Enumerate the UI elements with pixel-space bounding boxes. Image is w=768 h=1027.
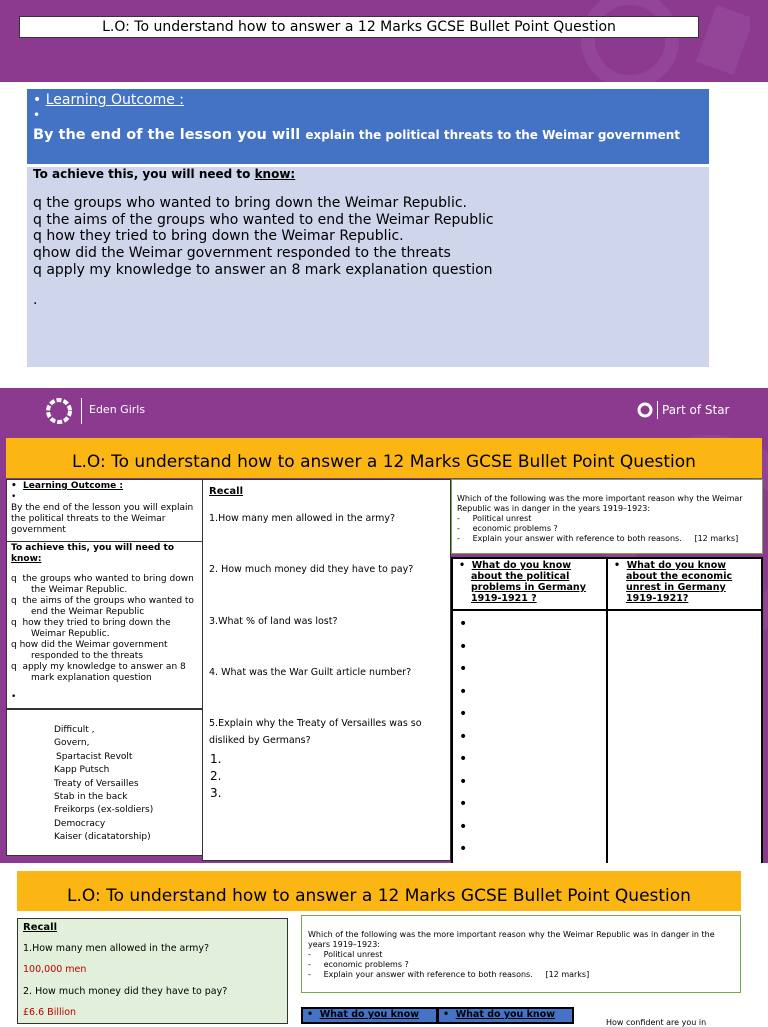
- bullet-point: •: [459, 728, 468, 745]
- achieve-prefix: To achieve this, you will need to: [33, 167, 251, 181]
- exam-option-text: economic problems ?: [323, 960, 409, 969]
- bullet-point: •: [459, 616, 468, 632]
- achieve-heading: [33, 167, 703, 181]
- bullet-point: •: [459, 683, 468, 700]
- achieve-item-text: how did the Weimar government responded to the threats: [41, 245, 451, 262]
- achieve-heading: [11, 543, 198, 565]
- col-political-text: What do you know about the political problems in Germany 1919-1921 ?: [471, 560, 586, 604]
- slide1-title: L.O: To understand how to answer a 12 Marks GCSE Bullet Point Question: [19, 16, 699, 38]
- achieve-item: q the groups who wanted to bring down the Weimar Republic.: [33, 195, 467, 211]
- col-political-row: • What do you know about the political problems in Germany 1919-1921 ?: [459, 560, 586, 604]
- achieve-item: q apply my knowledge to answer an 8 mark explanation question: [11, 662, 186, 683]
- part-of-star: Part of Star: [662, 403, 730, 417]
- slide3-col-b: [437, 1007, 574, 1024]
- lo-label-row: • Learning Outcome :: [11, 481, 123, 491]
- exam-option: - Political unrest: [457, 514, 532, 523]
- keyword: Govern,: [54, 738, 90, 749]
- lesson-text: By the end of the lesson you will explain the political threats to the Weimar government: [11, 503, 194, 535]
- keyword-list: [54, 724, 202, 845]
- exam-option: - Political unrest: [308, 950, 383, 959]
- lo-empty-bullet: •: [33, 108, 41, 122]
- keyword: Difficult ,: [54, 725, 95, 735]
- recall-box: [202, 479, 451, 861]
- numbered-list: [209, 751, 444, 802]
- exam-marks: [12 marks]: [694, 534, 739, 543]
- achieve-trailing-bullet: •: [11, 692, 17, 702]
- learning-outcome-label: Learning Outcome :: [23, 481, 123, 491]
- learning-outcome-label: Learning Outcome :: [45, 92, 185, 108]
- col-a-row: • What do you know: [307, 1009, 419, 1020]
- achieve-item: q how they tried to bring down the Weimar Republic.: [11, 618, 171, 639]
- bullet-point: •: [459, 818, 468, 835]
- learning-outcome-panel: [27, 89, 709, 164]
- col-political-header: [453, 559, 608, 611]
- bullet-point: •: [459, 841, 468, 857]
- slide3-exam-box: [301, 915, 741, 993]
- achieve-item-text: the groups who wanted to bring down the Weimar Republic.: [22, 574, 194, 595]
- exam-option-text: Explain your answer with reference to both reasons.: [323, 970, 533, 979]
- numbered-item: 1.: [210, 752, 222, 766]
- lo-label-row: • Learning Outcome :: [33, 92, 185, 108]
- recall-question: 1.How many men allowed in the army?: [23, 943, 210, 954]
- keyword: Kaiser (dicatatorship): [54, 832, 151, 843]
- keyword: Stab in the back: [54, 792, 128, 803]
- achieve-know: know:: [254, 167, 296, 181]
- slide3-title: L.O: To understand how to answer a 12 Marks GCSE Bullet Point Question: [17, 871, 741, 911]
- exam-options: [457, 514, 756, 544]
- slide2-title: L.O: To understand how to answer a 12 Marks GCSE Bullet Point Question: [6, 438, 762, 478]
- achieve-item-text: the aims of the groups who wanted to end the Weimar Republic: [22, 596, 194, 617]
- recall-question: 2. How much money did they have to pay?: [23, 986, 228, 997]
- achieve-item: qhow did the Weimar government responded to the threats: [33, 245, 451, 262]
- recall-label: [23, 922, 282, 933]
- col-b-row: • What do you know: [443, 1009, 555, 1020]
- lo-empty-bullet: •: [11, 492, 17, 502]
- keyword: Spartacist Revolt: [56, 751, 133, 762]
- exam-options: [308, 950, 734, 980]
- lesson-prefix: By the end of the lesson you will: [33, 127, 301, 143]
- achieve-item-text: how they tried to bring down the Weimar Republic.: [46, 228, 404, 245]
- numbered-item: 2.: [210, 769, 222, 783]
- achieve-item: q the aims of the groups who wanted to end the Weimar Republic: [11, 596, 194, 617]
- bullet-point: •: [459, 706, 468, 722]
- achieve-know: know:: [11, 554, 42, 564]
- recall-label-text: Recall: [209, 486, 244, 497]
- slide2-lo-box: [6, 479, 203, 542]
- achieve-panel: [27, 167, 709, 367]
- col-b-text: What do you know: [455, 1009, 555, 1020]
- keyword: Kapp Putsch: [54, 765, 110, 776]
- keyword-box: [6, 709, 203, 856]
- exam-option: - economic problems ?: [457, 524, 558, 533]
- slide2-achieve-box: [6, 541, 203, 709]
- achieve-item-text: apply my knowledge to answer an 8 mark explanation question: [22, 662, 186, 683]
- achieve-item: q how did the Weimar government responded to the threats: [11, 640, 168, 661]
- bullet-point: •: [459, 751, 468, 767]
- exam-option-text: economic problems ?: [472, 524, 558, 533]
- logo-divider: [81, 398, 82, 424]
- achieve-item-text: the groups who wanted to bring down the Weimar Republic.: [46, 195, 467, 211]
- keyword: Treaty of Versailles: [54, 778, 139, 789]
- achieve-list: [11, 574, 198, 684]
- achieve-item-text: how they tried to bring down the Weimar Republic.: [22, 618, 171, 639]
- exam-option: - economic problems ?: [308, 960, 409, 969]
- bullet-point: •: [459, 638, 468, 655]
- slide3-col-a: [301, 1007, 438, 1024]
- recall-answer: £6.6 Billion: [23, 1007, 77, 1018]
- recall-question: 5.Explain why the Treaty of Versailles was so disliked by Germans?: [209, 718, 422, 746]
- bullet-point: •: [459, 796, 468, 812]
- bullet-point: •: [459, 773, 468, 790]
- exam-question: Which of the following was the more important reason why the Weimar Republic was in danger in the years 1919–1923:: [457, 494, 743, 513]
- exam-option-text: Explain your answer with reference to both reasons.: [472, 534, 682, 543]
- recall-question: 3.What % of land was lost?: [209, 616, 338, 627]
- school-name: Eden Girls: [89, 403, 146, 416]
- achieve-item: q the groups who wanted to bring down the Weimar Republic.: [11, 574, 194, 595]
- answer-grid: [451, 557, 763, 866]
- trailing-dot: .: [33, 291, 38, 308]
- star-divider: [657, 401, 658, 419]
- star-logo-icon: [637, 402, 653, 418]
- recall-question: 4. What was the War Guilt article number?: [209, 667, 412, 678]
- achieve-prefix: To achieve this, you will need to: [11, 543, 175, 553]
- col-a-text: What do you know: [319, 1009, 419, 1020]
- recall-questions: [209, 510, 444, 749]
- school-logo: [44, 396, 74, 426]
- recall-label-text: Recall: [23, 922, 58, 933]
- exam-question: Which of the following was the more important reason why the Weimar Republic was in danger in the years 1919–1923:: [308, 930, 715, 949]
- keyword: Democracy: [54, 818, 106, 829]
- exam-option: - Explain your answer with reference to both reasons. [12 marks]: [457, 534, 739, 543]
- lo-lesson-text: [33, 124, 703, 143]
- exam-question-box: [451, 479, 763, 554]
- exam-option-text: Political unrest: [323, 950, 383, 959]
- achieve-item-text: apply my knowledge to answer an 8 mark explanation question: [46, 261, 493, 278]
- slide1-watermark: [520, 0, 750, 82]
- achieve-item-text: how did the Weimar government responded to the threats: [19, 640, 168, 661]
- exam-marks: [12 marks]: [545, 970, 590, 979]
- col-economic-text: What do you know about the economic unrest in Germany 1919-1921?: [626, 560, 733, 604]
- exam-option: - Explain your answer with reference to both reasons. [12 marks]: [308, 970, 590, 979]
- recall-question: 1.How many men allowed in the army?: [209, 513, 396, 524]
- achieve-list: [33, 195, 703, 279]
- recall-label: [209, 486, 444, 497]
- confidence-text: How confident are you in: [606, 1018, 707, 1027]
- achieve-item: q how they tried to bring down the Weimar Republic.: [33, 228, 404, 245]
- numbered-item: 3.: [210, 786, 222, 800]
- exam-option-text: Political unrest: [472, 514, 532, 523]
- bullet-point: •: [459, 661, 468, 677]
- col-political-body: [453, 611, 608, 864]
- recall-answer: 100,000 men: [23, 964, 87, 975]
- achieve-item-text: the aims of the groups who wanted to end the Weimar Republic: [46, 211, 494, 228]
- lesson-suffix: explain the political threats to the Weimar government: [305, 128, 681, 142]
- achieve-item: q the aims of the groups who wanted to end the Weimar Republic: [33, 211, 494, 228]
- keyword: Freikorps (ex-soldiers): [54, 805, 154, 816]
- achieve-item: q apply my knowledge to answer an 8 mark explanation question: [33, 261, 493, 278]
- col-economic-header: [608, 559, 761, 611]
- recall-question: 2. How much money did they have to pay?: [209, 564, 414, 575]
- col-economic-row: • What do you know about the economic unrest in Germany 1919-1921?: [614, 560, 733, 604]
- slide3-recall-box: [17, 918, 288, 1024]
